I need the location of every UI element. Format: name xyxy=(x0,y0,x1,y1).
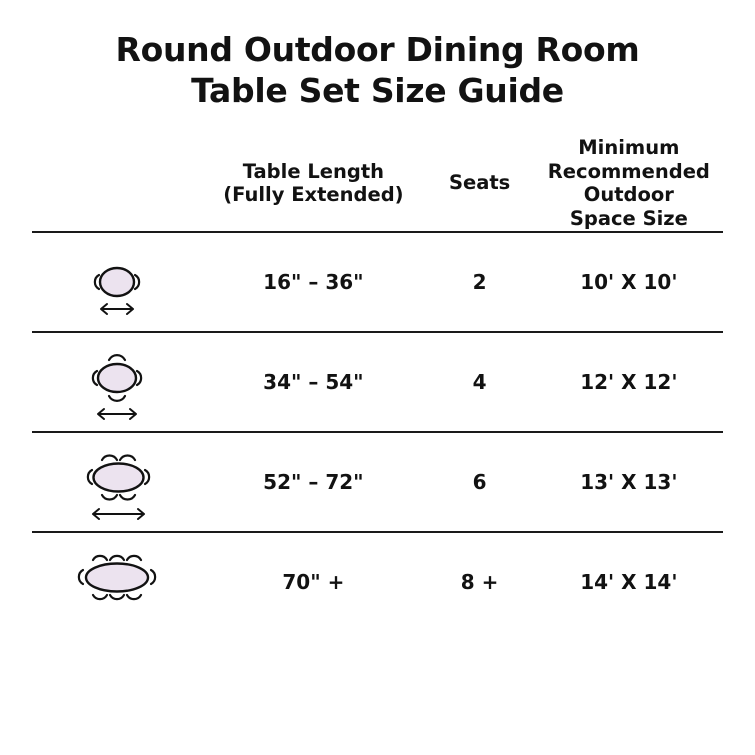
table-length-value: 70" + xyxy=(282,569,345,594)
round-table-8-seats-icon xyxy=(47,533,187,631)
round-table-4-seats-icon xyxy=(57,334,177,430)
column-header-space-line-2: Recommended xyxy=(547,159,710,183)
page-title-line-2: Table Set Size Guide xyxy=(191,70,564,110)
round-table-6-seats-icon xyxy=(52,433,182,531)
table-length-value: 52" – 72" xyxy=(263,469,364,494)
column-header-seats: Seats xyxy=(448,171,511,195)
column-header-space xyxy=(535,136,723,232)
table-diagram-cell-1 xyxy=(32,232,202,332)
table-body xyxy=(32,232,723,631)
table-row xyxy=(32,532,723,631)
seats-value: 6 xyxy=(472,469,487,494)
column-header-figure xyxy=(32,136,202,232)
space-size-value: 13' X 13' xyxy=(580,469,678,494)
seats-value: 2 xyxy=(472,269,487,294)
column-header-table-length xyxy=(202,136,424,232)
table-row xyxy=(32,432,723,532)
size-guide-table xyxy=(32,136,723,631)
table-diagram-cell-4 xyxy=(32,532,202,631)
column-header-space-line-4: Space Size xyxy=(569,207,688,231)
table-header xyxy=(32,136,723,232)
page-title xyxy=(32,0,723,112)
space-size-value: 12' X 12' xyxy=(580,369,678,394)
table-row xyxy=(32,232,723,332)
table-length-value: 34" – 54" xyxy=(263,369,364,394)
space-size-value: 10' X 10' xyxy=(580,269,678,294)
page-title-line-1: Round Outdoor Dining Room xyxy=(115,30,640,69)
seats-value: 4 xyxy=(472,369,487,394)
table-row xyxy=(32,332,723,432)
column-header-table-length-line-1: Table Length xyxy=(242,159,385,183)
column-header-table-length-line-2: (Fully Extended) xyxy=(223,183,404,207)
table-diagram-cell-3 xyxy=(32,432,202,532)
space-size-value: 14' X 14' xyxy=(580,569,678,594)
column-header-space-line-1: Minimum xyxy=(578,135,680,159)
round-table-2-seats-icon xyxy=(57,239,177,325)
column-header-space-line-3: Outdoor xyxy=(583,183,674,207)
table-length-value: 16" – 36" xyxy=(263,269,364,294)
table-diagram-cell-2 xyxy=(32,332,202,432)
seats-value: 8 + xyxy=(460,569,499,594)
